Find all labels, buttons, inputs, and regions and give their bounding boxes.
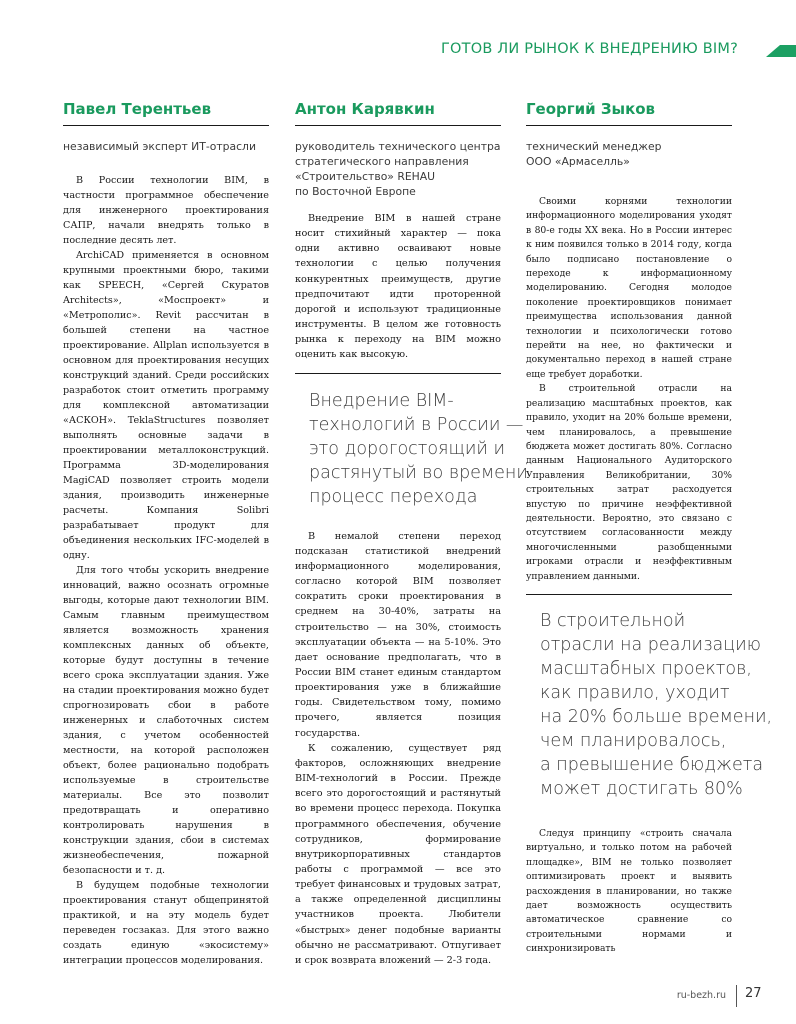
author-name: Антон Карявкин	[295, 100, 501, 126]
column-zykov	[526, 100, 773, 957]
role-line: технический менеджер	[526, 140, 662, 153]
article-body	[295, 211, 501, 363]
quote-line: может достигать 80%	[540, 778, 743, 799]
column-terentiev	[63, 100, 269, 968]
quote-line: процесс перехода	[309, 486, 478, 507]
paragraph: В будущем подобные технологии проектирования станут общепринятой практикой, и на эту модель будет переведен госзаказ. Для этого важно создать единую «экосистему» интеграции процессов моделирования.	[63, 880, 269, 966]
quote-line: технологий в России —	[309, 414, 524, 435]
article-body	[63, 173, 269, 968]
paragraph: ArchiCAD применяется в основном крупными проектными бюро, такими как SPEECH, «Сергей Скуратов Architects», «Моспроект» и «Метрополис». Revit рассчитан в большей степени на частное проектирование. Allplan используется в основном для проектирования несущих конструкций зданий. Среди российских разработок стоит отметить программу для комплексной автоматизации «АСКОН». TeklaStructures позволяет выполнять основные задачи в проектировании металлоконструкций. Программа 3D-моделирования MagiCAD позволяет строить модели здания, производить инженерные расчеты. Компания Solibri разрабатывает продукт для объединения нескольких IFC-моделей в одну.	[63, 250, 269, 561]
site-url: ru-bezh.ru	[676, 990, 726, 1001]
article-body	[526, 195, 732, 584]
author-name: Павел Терентьев	[63, 100, 269, 126]
paragraph: Своими корнями технологии информационного моделирования уходят в 80-е годы XX века. Но в России интерес к ним появился только в 2014 году, когда было подписано постановление о переходе к информационному моделированию. Сегодня молодое поколение проектировщиков понимает преимущества использования данной технологии и психологически готово перейти на нее, но фактически и документально переход в нашей стране еще требует доработки.	[526, 196, 732, 380]
author-role	[526, 139, 732, 169]
quote-line: растянутый во времени	[309, 462, 528, 483]
role-line: руководитель технического центра	[295, 140, 501, 153]
quote-divider	[526, 594, 732, 595]
paragraph: В строительной отрасли на реализацию масштабных проектов, как правило, уходит на 20% больше времени, чем планировалось, а превышение бюджета может достигать 80%. Согласно данным Национального Аудиторского Управления Великобритании, 30% строительных затрат расходуется впустую по причине неэффективной деятельности. Вероятно, это связано с отсутствием согласованности между многочисленными разобщенными игроками отрасли и неэффективным управлением данными.	[526, 383, 732, 582]
quote-line: это дорогостоящий и	[309, 438, 506, 459]
role-line: ООО «Армаселль»	[526, 155, 630, 168]
column-karyavkin	[295, 100, 528, 968]
author-role	[295, 139, 501, 199]
quote-line: чем планировалось,	[540, 730, 727, 751]
article-body-continued	[526, 827, 732, 957]
quote-line: отрасли на реализацию	[540, 634, 761, 655]
role-line: «Строительство» REHAU	[295, 170, 436, 183]
article-body-continued	[295, 529, 501, 969]
quote-line: В строительной	[540, 610, 686, 631]
page-number: 27	[745, 986, 762, 1001]
section-accent-bar	[766, 45, 796, 57]
paragraph: В России технологии BIM, в частности программное обеспечение для инженерного проектирования САПР, начали внедрять только в последние десять лет.	[63, 175, 269, 246]
section-title: ГОТОВ ЛИ РЫНОК К ВНЕДРЕНИЮ BIM?	[441, 41, 738, 57]
paragraph: Для того чтобы ускорить внедрение инноваций, важно осознать огромные выгоды, которые дают технологии BIM. Самым главным преимуществом является возможность хранения комплексных данных об объекте, которые будут доступны в течение всего срока эксплуатации здания. Уже на стадии проектирования можно будет спрогнозировать сбои в работе инженерных и слаботочных систем здания, с учетом особенностей местности, на которой расположен объект, более рационально подобрать используемые в строительстве материалы. Все это позволит предотвращать и оперативно контролировать нарушения в конструкции здания, сбои в системах жизнеобеспечения, пожарной безопасности и т. д.	[63, 565, 269, 876]
author-role	[63, 139, 269, 154]
quote-line: Внедрение BIM-	[309, 390, 454, 411]
role-line: по Восточной Европе	[295, 185, 416, 198]
quote-line: как правило, уходит	[540, 682, 730, 703]
paragraph: К сожалению, существует ряд факторов, осложняющих внедрение BIM-технологий в России. Прежде всего это дорогостоящий и растянутый во времени процесс перехода. Покупка программного обеспечения, обучение сотрудников, формирование внутрикорпоративных стандартов работы с программой — все это требует финансовых и трудовых затрат, а также определенной дисциплины участников проекта. Любители «быстрых» денег подобные варианты обычно не рассматривают. Отпугивает и срок возврата вложений — 2-3 года.	[295, 742, 501, 966]
quote-line: а превышение бюджета	[540, 754, 764, 775]
quote-line: масштабных проектов,	[540, 658, 752, 679]
paragraph: В немалой степени переход подсказан статистикой внедрений информационного моделирования, согласно которой BIM позволяет сократить сроки проектирования в среднем на 30-40%, затраты на строительство — на 30%, стоимость эксплуатации объекта — на 5-10%. Это дает основание предполагать, что в России BIM станет единым стандартом проектирования уже в ближайшие годы. Свидетельством тому, помимо прочего, является позиция государства.	[295, 530, 501, 739]
role-line: стратегического направления	[295, 155, 469, 168]
quote-divider	[295, 373, 501, 374]
author-name: Георгий Зыков	[526, 100, 732, 126]
quote-line: на 20% больше времени,	[540, 706, 773, 727]
paragraph: Внедрение BIM в нашей стране носит стихийный характер — пока одни активно осваивают новые технологии с целью получения конкурентных преимуществ, другие предпочитают идти проторенной дорогой и используют традиционные инструменты. В целом же готовность рынка к переходу на BIM можно оценить как высокую.	[295, 213, 501, 361]
paragraph: Следуя принципу «строить сначала виртуально, и только потом на рабочей площадке», BIM не только позволяет оптимизировать проект и выявить расхождения в планировании, но также дает возможность осуществить автоматическое сравнение со строительными нормами и синхронизировать	[526, 827, 732, 955]
pull-quote	[540, 609, 773, 801]
footer-divider	[736, 985, 737, 1007]
pull-quote	[309, 389, 528, 509]
role-line: независимый эксперт ИТ-отрасли	[63, 140, 256, 153]
